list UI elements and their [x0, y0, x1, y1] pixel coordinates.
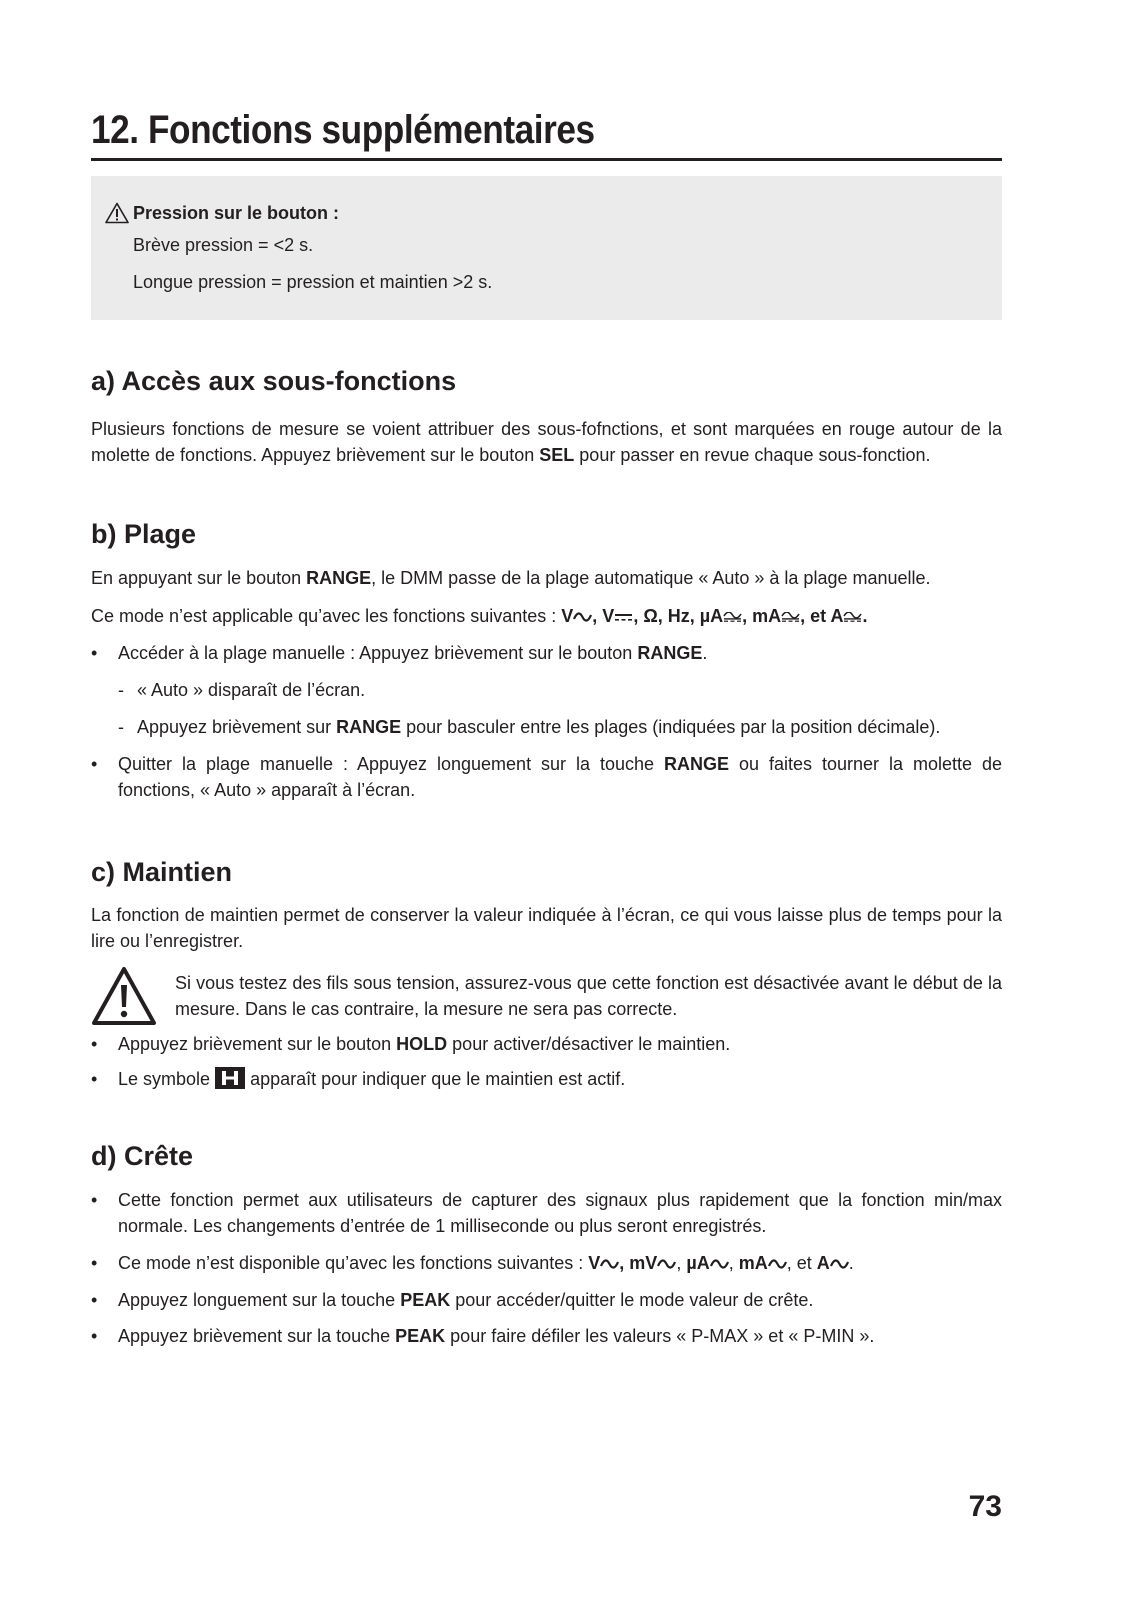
section-b-paragraph-1: En appuyant sur le bouton RANGE, le DMM passe de la plage automatique « Auto » à la plage manuelle. — [91, 568, 931, 588]
section-b-heading: b) Plage — [91, 519, 197, 549]
title-rule — [91, 158, 1002, 161]
warning-triangle-icon — [91, 965, 157, 1027]
ac-dc-icon — [781, 612, 800, 622]
note-heading — [105, 202, 339, 224]
warning-text: Si vous testez des fils sous tension, assurez-vous que cette fonction est désactivée avant le début de la mesure. Dans le cas contraire, la mesure ne sera pas correcte. — [175, 973, 1002, 1019]
section-a-heading: a) Accès aux sous-fonctions — [91, 366, 457, 396]
ac-wave-icon — [657, 1259, 676, 1269]
page-title: 12. Fonctions supplémentaires — [91, 108, 595, 152]
section-c-heading: c) Maintien — [91, 857, 233, 887]
ac-wave-icon — [830, 1259, 849, 1269]
ac-dc-icon — [723, 612, 742, 622]
section-c-paragraph: La fonction de maintien permet de conserver la valeur indiquée à l’écran, ce qui vous laisse plus de temps pour la lire ou l’enregistrer. — [91, 905, 1002, 951]
page-number: 73 — [968, 1490, 1002, 1523]
note-box — [91, 176, 1002, 320]
note-line-short-press: Brève pression = <2 s. — [133, 235, 314, 255]
ac-wave-icon — [768, 1259, 787, 1269]
note-line-long-press: Longue pression = pression et maintien >2 s. — [133, 272, 493, 292]
warning-triangle-icon — [105, 202, 129, 224]
section-b-paragraph-2: Ce mode n’est applicable qu’avec les fonctions suivantes : V , V , Ω, Hz, µA , mA , et A . — [91, 606, 868, 626]
ac-wave-icon — [573, 612, 592, 622]
ac-dc-icon — [843, 612, 862, 622]
ac-wave-icon — [600, 1259, 619, 1269]
section-a-paragraph: Plusieurs fonctions de mesure se voient attribuer des sous-fofnctions, et sont marquées en rouge autour de la molette de fonctions. Appuyez brièvement sur le bouton SEL pour passer en revue chaque sous-fonction. — [91, 419, 1002, 465]
dc-icon — [614, 612, 633, 622]
section-d-heading: d) Crête — [91, 1141, 194, 1171]
ac-wave-icon — [710, 1259, 729, 1269]
note-heading-text: Pression sur le bouton : — [133, 202, 340, 223]
hold-symbol-icon — [215, 1067, 245, 1089]
